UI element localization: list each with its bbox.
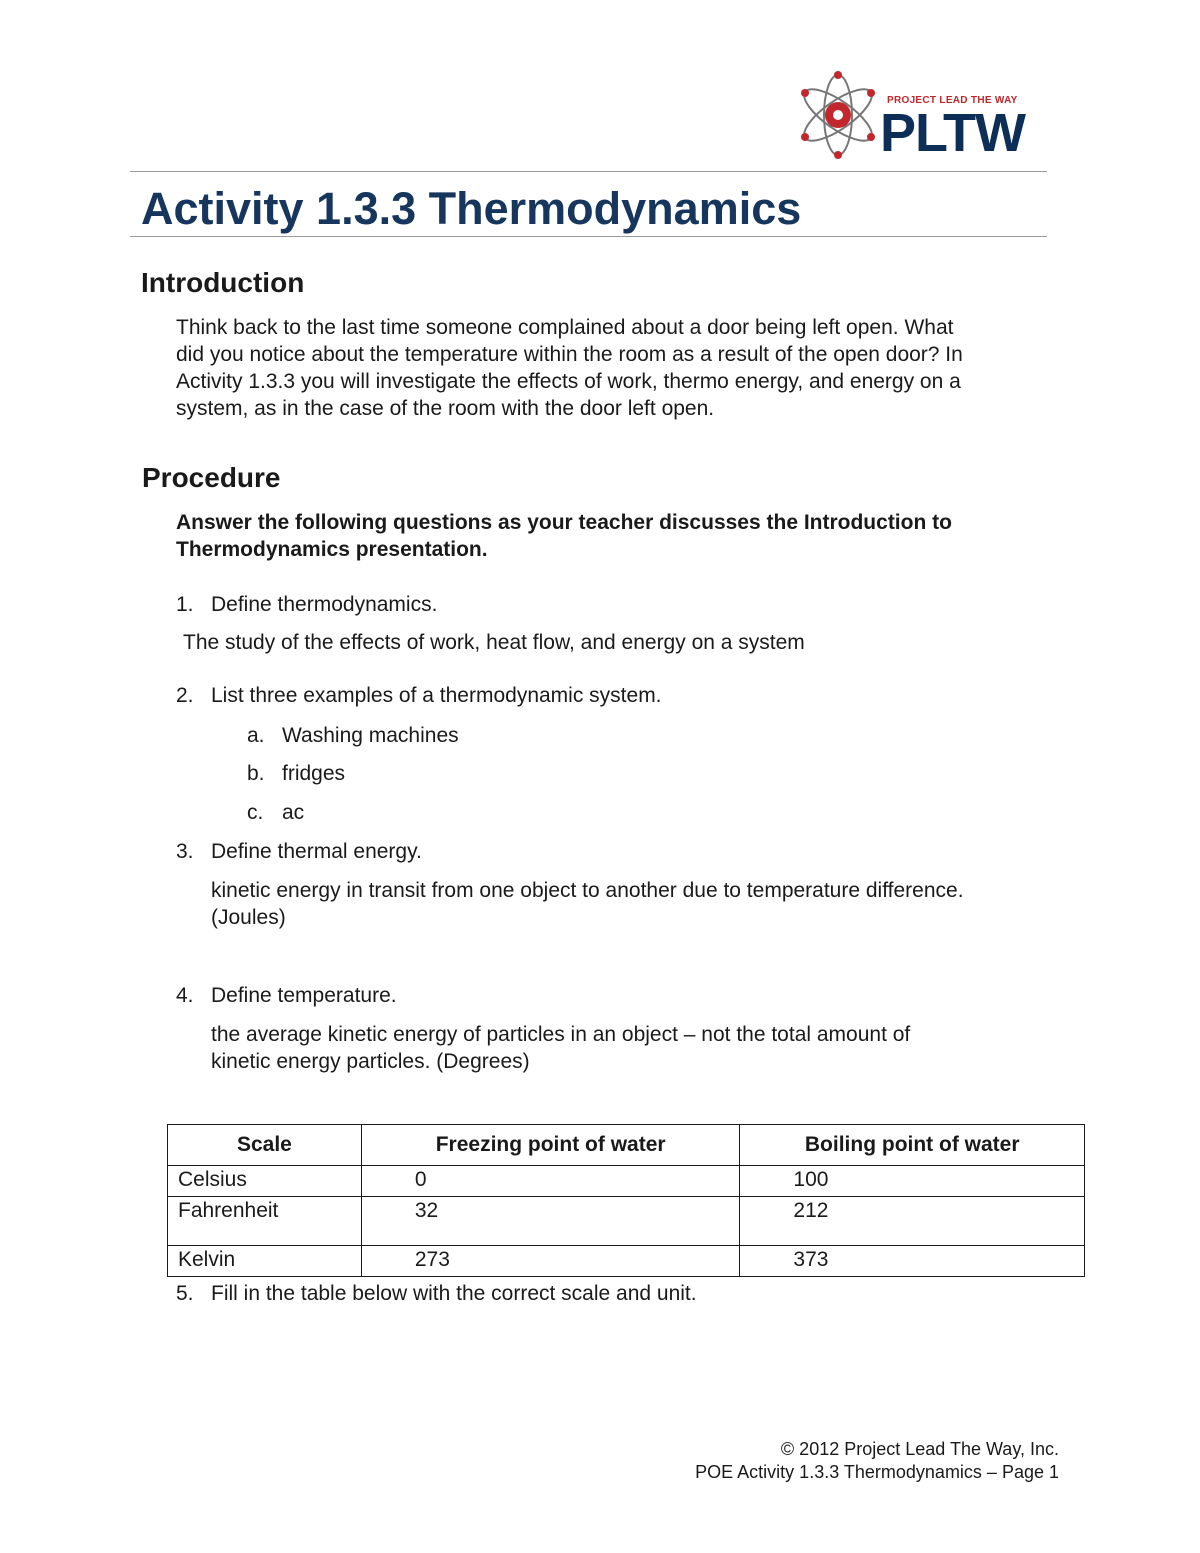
- item-text: Washing machines: [282, 724, 459, 747]
- answer-4-line: the average kinetic energy of particles in an object – not the total amount of: [211, 1023, 911, 1046]
- table-header-cell: Boiling point of water: [740, 1125, 1085, 1166]
- table-header-row: [168, 1125, 1085, 1166]
- atom-gear-icon: [796, 68, 886, 162]
- question-text: List three examples of a thermodynamic system.: [211, 684, 662, 707]
- table-cell: Kelvin: [168, 1246, 362, 1277]
- intro-line: Activity 1.3.3 you will investigate the effects of work, thermo energy, and energy on a: [176, 370, 961, 393]
- question-1: [176, 591, 437, 618]
- question-text: Define temperature.: [211, 984, 397, 1007]
- page-title: Activity 1.3.3 Thermodynamics: [141, 183, 802, 234]
- table-cell: Celsius: [168, 1166, 362, 1197]
- question-5: [176, 1280, 697, 1307]
- question-text: Fill in the table below with the correct scale and unit.: [211, 1282, 697, 1305]
- instruction-line: Answer the following questions as your teacher discusses the Introduction to: [176, 511, 952, 534]
- question-number: 4.: [176, 984, 194, 1007]
- item-text: fridges: [282, 762, 346, 785]
- temperature-scale-table: [167, 1124, 1085, 1277]
- procedure-instruction: [176, 509, 1076, 563]
- answer-3-line: kinetic energy in transit from one object to another due to temperature difference.: [211, 879, 964, 902]
- question-number: 1.: [176, 593, 194, 616]
- question-number: 2.: [176, 684, 194, 707]
- table-row: [168, 1197, 1085, 1246]
- list-item: [247, 722, 459, 749]
- table-cell: 273: [361, 1246, 740, 1277]
- footer-copyright: © 2012 Project Lead The Way, Inc.: [780, 1439, 1059, 1459]
- table-cell: 212: [740, 1197, 1085, 1246]
- table-cell: Fahrenheit: [168, 1197, 362, 1246]
- intro-line: system, as in the case of the room with the door left open.: [176, 397, 715, 420]
- question-3: [176, 838, 422, 865]
- question-text: Define thermodynamics.: [211, 593, 438, 616]
- answer-1: The study of the effects of work, heat flow, and energy on a system: [183, 631, 805, 654]
- table-cell: 0: [361, 1166, 740, 1197]
- procedure-heading: Procedure: [142, 462, 281, 493]
- footer-page-label: POE Activity 1.3.3 Thermodynamics – Page 1: [695, 1462, 1059, 1482]
- question-text: Define thermal energy.: [211, 840, 422, 863]
- table-row: [168, 1246, 1085, 1277]
- intro-line: did you notice about the temperature within the room as a result of the open door? In: [176, 343, 963, 366]
- list-item: [247, 799, 304, 826]
- table-cell: 32: [361, 1197, 740, 1246]
- pltw-logo: [796, 68, 1064, 162]
- question-number: 5.: [176, 1282, 194, 1305]
- item-text: ac: [282, 801, 305, 824]
- intro-line: Think back to the last time someone complained about a door being left open. What: [176, 316, 954, 339]
- question-number: 3.: [176, 840, 194, 863]
- question-4: [176, 982, 397, 1009]
- table-cell: 100: [740, 1166, 1085, 1197]
- introduction-paragraph: [176, 314, 1076, 422]
- question-2: [176, 682, 662, 709]
- table-header-cell: Freezing point of water: [361, 1125, 740, 1166]
- title-top-rule: [130, 171, 1047, 172]
- list-item: [247, 760, 345, 787]
- table-cell: 373: [740, 1246, 1085, 1277]
- answer-3-line: (Joules): [211, 906, 286, 929]
- item-letter: b.: [247, 762, 265, 785]
- table-row: [168, 1166, 1085, 1197]
- introduction-heading: Introduction: [141, 267, 305, 298]
- logo-tagline: PROJECT LEAD THE WAY: [887, 95, 1018, 106]
- title-bottom-rule: [130, 236, 1047, 237]
- table-header-cell: Scale: [168, 1125, 362, 1166]
- logo-wordmark: PLTW: [880, 103, 1025, 163]
- answer-4-line: kinetic energy particles. (Degrees): [211, 1050, 530, 1073]
- item-letter: a.: [247, 724, 265, 747]
- item-letter: c.: [247, 801, 264, 824]
- instruction-line: Thermodynamics presentation.: [176, 538, 488, 561]
